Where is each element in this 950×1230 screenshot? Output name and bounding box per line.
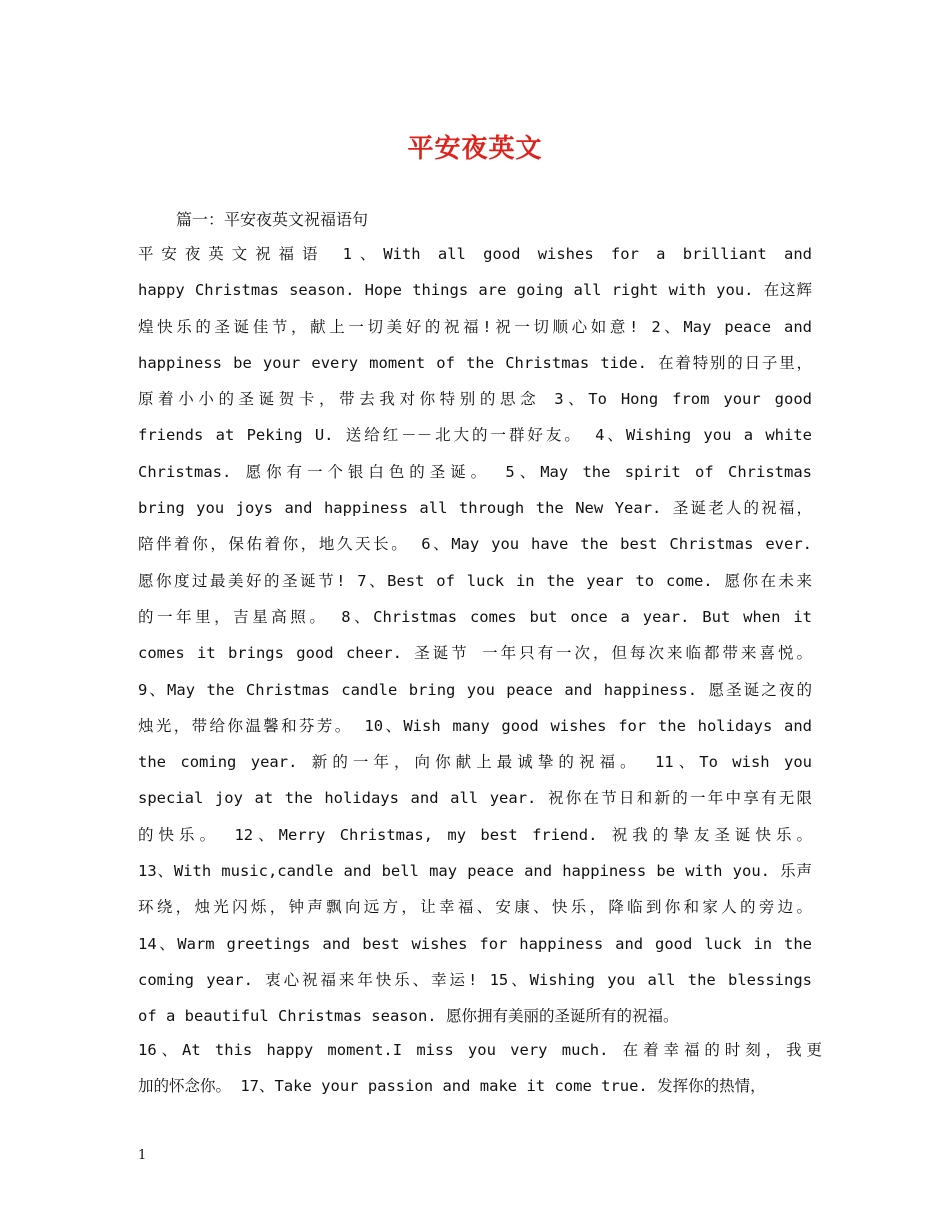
text-line: Christmas. 愿你有一个银白色的圣诞。 5、May the spirit of Christmas <box>138 462 812 481</box>
text-line: 的快乐。 12、Merry Christmas, my best friend. 祝我的挚友圣诞快乐。 <box>138 825 812 844</box>
page-number: 1 <box>138 1148 147 1163</box>
text-line: 9、May the Christmas candle bring you peace and happiness. 愿圣诞之夜的 <box>138 680 812 699</box>
text-line: happiness be your every moment of the Christmas tide. 在着特别的日子里， <box>138 353 812 372</box>
text-line: bring you joys and happiness all through the New Year. 圣诞老人的祝福， <box>138 499 812 518</box>
text-line: 的一年里，吉星高照。 8、Christmas comes but once a year. But when it <box>138 607 812 626</box>
text-line: 陪伴着你，保佑着你，地久天长。 6、May you have the best Christmas ever. <box>138 535 812 554</box>
section-heading: 篇一：平安夜英文祝福语句 <box>176 210 369 229</box>
text-line: 16、At this happy moment.I miss you very much. 在着幸福的时刻，我更 <box>138 1041 822 1059</box>
text-line: 愿你度过最美好的圣诞节! 7、Best of luck in the year to come. 愿你在未来 <box>138 571 812 590</box>
text-line: the coming year. 新的一年，向你献上最诚挚的祝福。 11、To wish you <box>138 753 812 772</box>
text-line: 环绕，烛光闪烁，钟声飘向远方，让幸福、安康、快乐，降临到你和家人的旁边。 <box>138 898 812 917</box>
text-line: happy Christmas season. Hope things are going all right with you. 在这辉 <box>138 281 812 300</box>
text-line: 14、Warm greetings and best wishes for happiness and good luck in the <box>138 934 812 953</box>
text-line: 原着小小的圣诞贺卡，带去我对你特别的思念 3、To Hong from your good <box>138 390 812 409</box>
text-line: special joy at the holidays and all year. 祝你在节日和新的一年中享有无限 <box>138 789 812 808</box>
text-line: 13、With music,candle and bell may peace and happiness be with you. 乐声 <box>138 862 812 881</box>
text-line: 煌快乐的圣诞佳节，献上一切美好的祝福!祝一切顺心如意! 2、May peace and <box>138 317 812 336</box>
text-line: friends at Peking U. 送给红－－北大的一群好友。 4、Wishing you a white <box>138 426 812 445</box>
text-line: 加的怀念你。 17、Take your passion and make it come true. 发挥你的热情， <box>138 1077 766 1096</box>
text-line: 烛光，带给你温馨和芬芳。 10、Wish many good wishes for the holidays and <box>138 716 812 735</box>
text-line: comes it brings good cheer. 圣诞节 一年只有一次，但每次来临都带来喜悦。 <box>138 644 812 663</box>
text-line: 平安夜英文祝福语 1、With all good wishes for a brilliant and <box>138 245 812 263</box>
paragraph-2 <box>138 1032 822 1105</box>
text-line: coming year. 衷心祝福来年快乐、幸运! 15、Wishing you all the blessings <box>138 970 812 989</box>
text-line: of a beautiful Christmas season. 愿你拥有美丽的圣诞所有的祝福。 <box>138 1007 679 1026</box>
paragraph-1 <box>138 236 812 1035</box>
document-title: 平安夜英文 <box>407 134 543 164</box>
